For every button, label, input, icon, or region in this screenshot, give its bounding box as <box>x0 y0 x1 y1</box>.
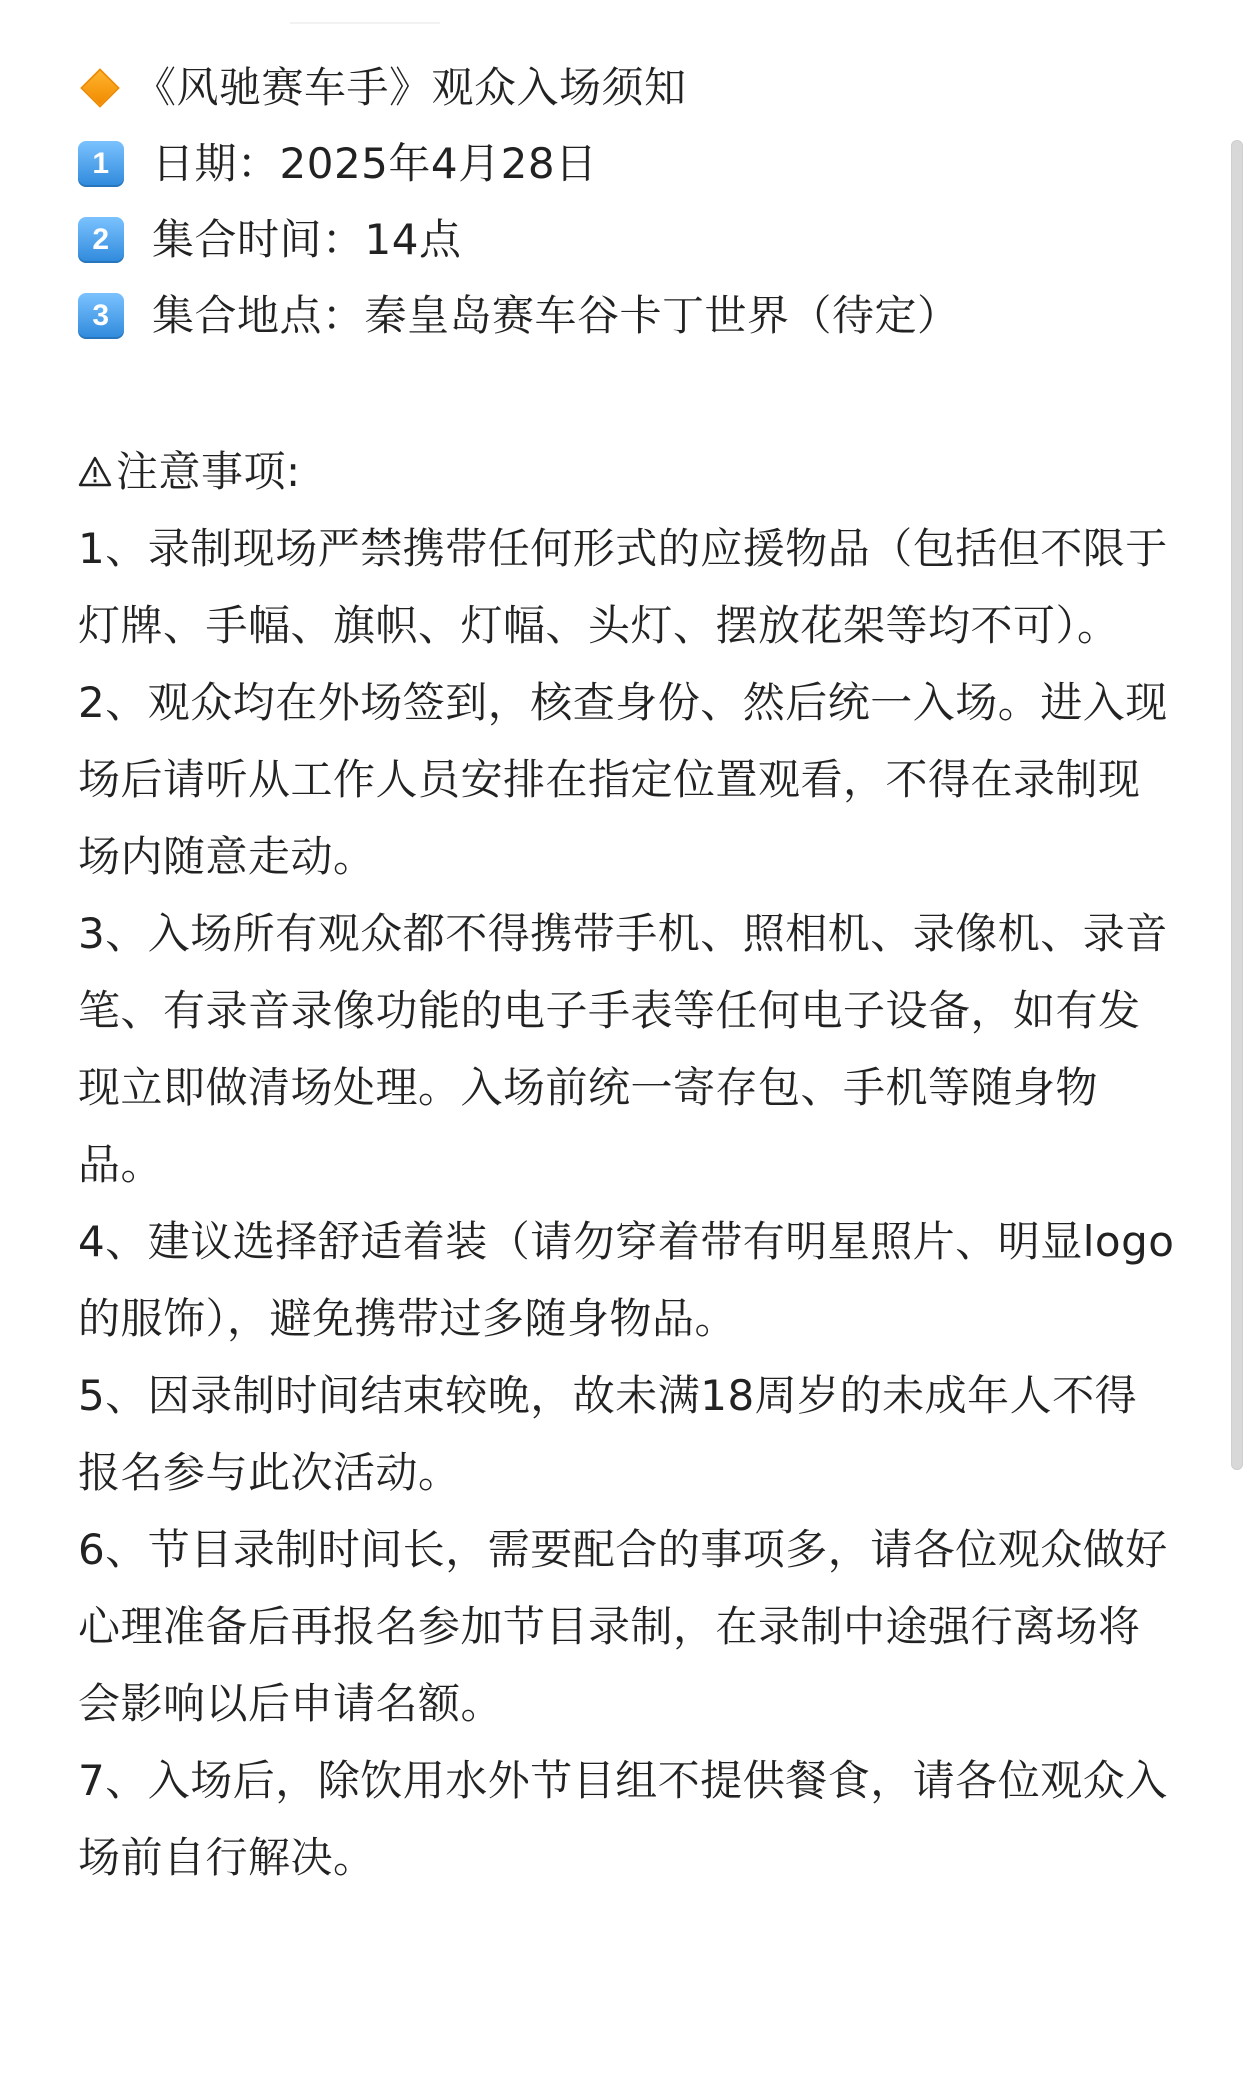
keycap-one-icon: 1 <box>78 141 124 187</box>
notice-item-2: 2、观众均在外场签到，核查身份、然后统一入场。进入现场后请听从工作人员安排在指定位置观看，不得在录制现场内随意走动。 <box>78 678 1168 881</box>
notice-item-5: 5、因录制时间结束较晚，故未满18周岁的未成年人不得报名参与此次活动。 <box>78 1371 1138 1497</box>
notice-item-7: 7、入场后，除饮用水外节目组不提供餐食，请各位观众入场前自行解决。 <box>78 1756 1168 1882</box>
warning-icon <box>78 455 112 489</box>
time-text: 集合时间：14点 <box>152 215 462 264</box>
scrollbar[interactable] <box>1231 140 1243 1470</box>
notice-heading-line <box>78 434 1178 510</box>
notice-item-6: 6、节目录制时间长，需要配合的事项多，请各位观众做好心理准备后再报名参加节目录制，在录制中途强行离场将会影响以后申请名额。 <box>78 1525 1168 1728</box>
notice-heading: 注意事项: <box>116 447 301 496</box>
notice-item-1: 1、录制现场严禁携带任何形式的应援物品（包括但不限于灯牌、手幅、旗帜、灯幅、头灯、摆放花架等均不可）。 <box>78 524 1168 650</box>
spacer <box>78 354 1178 434</box>
place-line <box>78 278 1178 354</box>
post-content <box>78 50 1178 1896</box>
notice-item-3: 3、入场所有观众都不得携带手机、照相机、录像机、录音笔、有录音录像功能的电子手表等任何电子设备，如有发现立即做清场处理。入场前统一寄存包、手机等随身物品。 <box>78 909 1168 1189</box>
keycap-two-icon: 2 <box>78 217 124 263</box>
keycap-three-icon: 3 <box>78 293 124 339</box>
time-line <box>78 202 1178 278</box>
place-text: 集合地点：秦皇岛赛车谷卡丁世界（待定） <box>152 291 960 340</box>
notice-item-4: 4、建议选择舒适着装（请勿穿着带有明星照片、明显logo的服饰），避免携带过多随身物品。 <box>78 1217 1175 1343</box>
date-text: 日期：2025年4月28日 <box>152 139 598 188</box>
date-line <box>78 126 1178 202</box>
top-bar <box>290 0 440 24</box>
page-title: 《风驰赛车手》观众入场须知 <box>134 63 687 112</box>
title-line <box>78 50 1178 126</box>
orange-diamond-icon <box>80 68 120 108</box>
